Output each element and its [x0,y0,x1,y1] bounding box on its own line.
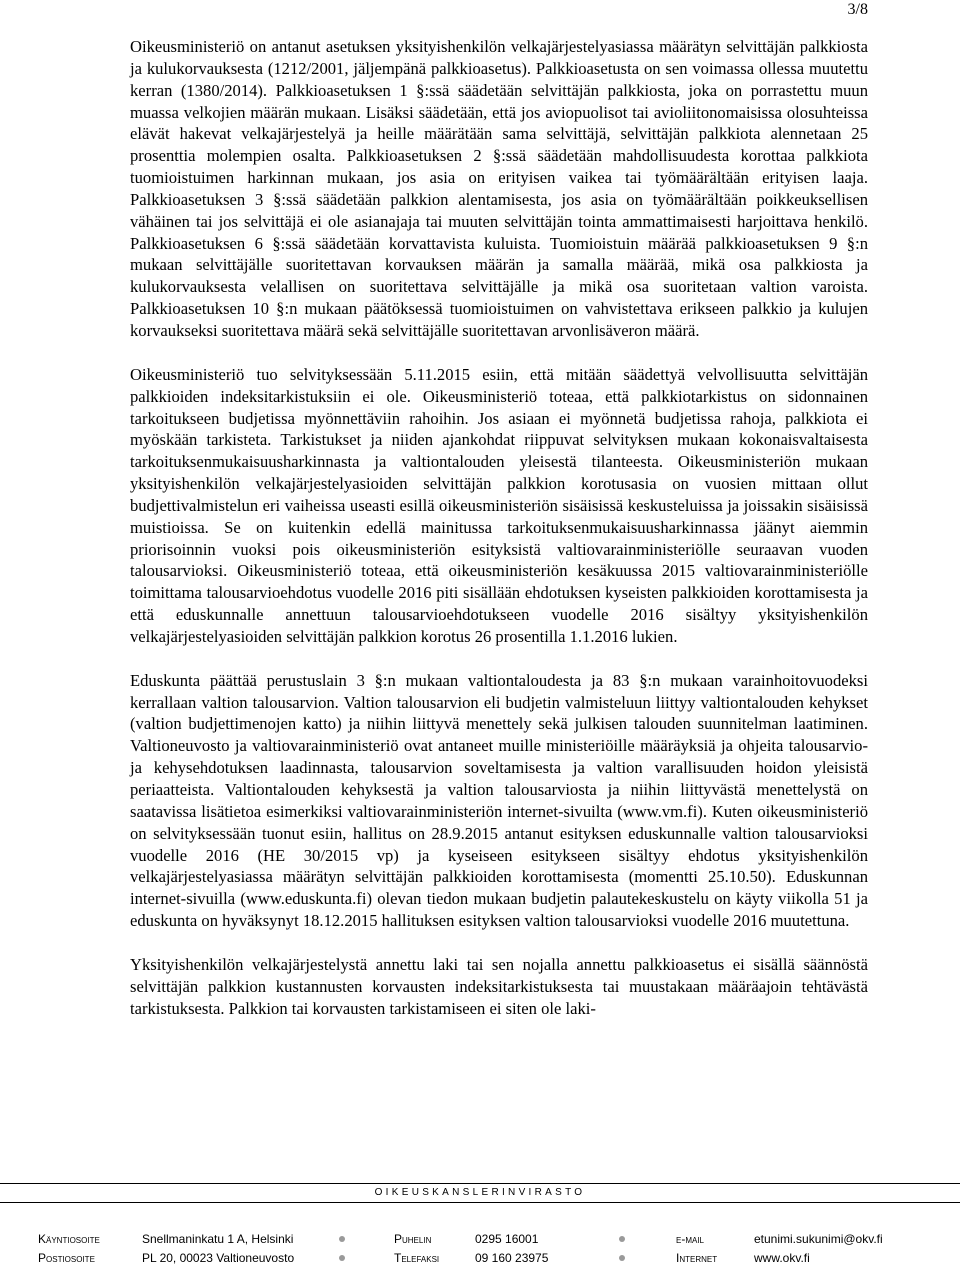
paragraph-2: Oikeusministeriö tuo selvityksessään 5.11.2015 esiin, että mitään säädettyä velvollisuutta selvittäjän palkkioiden indeksitarkistuksiin ei ole. Oikeusministeriö toteaa, että palkkiotarkistus on sidonnainen tarkoitukseen budjetissa myönnettäviin rahoihin. Jos asiaan ei myönnetä budjetissa rahoja, palkkiota ei myöskään tarkisteta. Tarkistukset ja niiden ajankohdat riippuvat selvityksen mukaan kokonaisvaltaisesta tarkoituksenmukaisuusharkinnasta ja valtiontalouden yleisestä tilanteesta. Oikeusministeriön mukaan yksityishenkilön velkajärjestelyasioiden selvittäjän palkkion korotusasia on vuosien mittaan ollut budjettivalmistelun eri vaiheissa useasti esillä oikeusministeriön sisäisissä keskusteluissa ja joissakin sisäisissä muistioissa. Se on kuitenkin edellä mainitussa tarkoituksenmukaisuusharkinnassa jäänyt aiemmin priorisoinnin vuoksi pois oikeusministeriön esityksistä valtiovarainministeriölle seuraavan vuoden talousarvioksi. Oikeusministeriö toteaa, että oikeusministeriön kesäkuussa 2015 valtiovarainministeriölle toimittama talousarvioehdotus vuodelle 2016 piti sisällään ehdotuksen kyseisten palkkioiden korottamisesta ja että eduskunnalle annettuun talousarvioehdotukseen vuodelle 2016 sisältyy yksityishenkilön velkajärjestelyasioiden selvittäjän palkkion korotus 26 prosentilla 1.1.2016 lukien. [130,364,868,646]
footer-bottom-rule [0,1202,960,1203]
paragraph-3: Eduskunta päättää perustuslain 3 §:n mukaan valtiontaloudesta ja 83 §:n mukaan varainhoitovuodeksi kerrallaan valtion talousarvion. Valtion talousarvion eli budjetin valmisteluun liittyy valtiontalouden kehykset (valtion budjettimenojen katto) ja niihin liittyvä menettely sekä julkisen talouden suunnitelman laatiminen. Valtioneuvosto ja valtiovarainministeriö ovat antaneet muille ministeriöille määräyksiä ja ohjeita talousarvio- ja kehysehdotuksen laadinnasta, talousarvion soveltamisesta ja valtion varallisuuden hoidon yleisistä periaatteista. Valtiontalouden kehyksestä ja valtion talousarviosta ja niihin liittyvästä menettelystä on saatavissa lisätietoa esimerkiksi valtiovarainministeriön internet-sivuilta (www.vm.fi). Kuten oikeusministeriö on selvityksessään tuonut esiin, hallitus on 28.9.2015 antanut esityksen eduskunnalle valtion talousarvioksi vuodelle 2016 (HE 30/2015 vp) ja kyseiseen esitykseen sisältyy ehdotus yksityishenkilön velkajärjestelyasiassa määrätyn selvittäjän palkkioiden korottamisesta (momentti 25.10.50). Eduskunnan internet-sivuilla (www.eduskunta.fi) olevan tiedon mukaan budjetin palautekeskustelu on käyty viikolla 51 ja eduskunta on hyväksynyt 18.12.2015 hallituksen esityksen valtion talousarvioksi vuodelle 2016 muutettuna. [130,670,868,931]
fax-value: 09 160 23975 [475,1251,549,1265]
footer-row-2 [0,1249,960,1267]
page-number: 3/8 [847,1,868,18]
phone-value: 0295 16001 [475,1232,539,1246]
email-label: e-mail [676,1232,705,1246]
footer-row-1 [0,1230,960,1248]
paragraph-1: Oikeusministeriö on antanut asetuksen yksityishenkilön velkajärjestelyasiassa määrätyn selvittäjän palkkiosta ja kulukorvauksesta (1212/2001, jäljempänä palkkioasetus). Palkkioasetusta on sen voimassa ollessa muutettu kerran (1380/2014). Palkkioasetuksen 1 §:ssä säädetään selvittäjän palkkiosta, joka on porrastettu muun muassa velkojien määrän mukaan. Lisäksi säädetään, että jos aviopuolisot tai avioliitonomaisissa olosuhteissa elävät hakevat velkajärjestelyä ja heille määrätään sama selvittäjä, selvittäjän palkkiota alennetaan 25 prosenttia molempien osalta. Palkkioasetuksen 2 §:ssä säädetään mahdollisuudesta korottaa palkkiota tuomioistuimen harkinnan mukaan, jos asia on erityisen vaikea tai työmäärältään erityisen laaja. Palkkioasetuksen 3 §:ssä säädetään palkkion alentamisesta, jos asia on työmäärältään poikkeuksellisen vähäinen tai jos selvittäjä ei ole asianajaja tai muuten selvittäjän tointa ammattimaisesti harjoittava henkilö. Palkkioasetuksen 6 §:ssä säädetään korvattavista kuluista. Tuomioistuin määrää palkkioasetuksen 9 §:n mukaan selvittäjälle suoritettavan korvauksen määrän ja samalla määrää, mikä osa palkkiosta ja kulukorvauksesta velallisen on suoritettava selvittäjälle ja mikä osa suoritetaan valtion varoista. Palkkioasetuksen 10 §:n mukaan päätöksessä tuomioistuimen on vahvistettava erikseen palkkio ja kulujen korvaukseksi suoritettava määrä sekä selvittäjälle suoritettavan arvonlisäveron määrä. [130,37,868,340]
separator-dot-icon [339,1255,345,1261]
separator-dot-icon [619,1255,625,1261]
internet-value[interactable]: www.okv.fi [754,1251,810,1265]
footer-office-name: OIKEUSKANSLERINVIRASTO [374,1187,586,1198]
fax-label: Telefaksi [394,1251,440,1265]
post-address-value: PL 20, 00023 Valtioneuvosto [142,1251,295,1265]
phone-label: Puhelin [394,1232,432,1246]
document-body [130,36,868,1041]
separator-dot-icon [339,1236,345,1242]
internet-label: Internet [676,1251,718,1265]
separator-dot-icon [619,1236,625,1242]
visit-address-label: Käyntiosoite [38,1232,100,1246]
visit-address-value: Snellmaninkatu 1 A, Helsinki [142,1232,294,1246]
post-address-label: Postiosoite [38,1251,95,1265]
paragraph-4: Yksityishenkilön velkajärjestelystä annettu laki tai sen nojalla annettu palkkioasetus ei sisällä säännöstä selvittäjän palkkion kustannusten korvausten indeksitarkistuksesta tai muustakaan määräajoin tehtävästä tarkistuksesta. Palkkion tai korvausten tarkistamiseen ei siten ole laki- [130,954,868,1018]
email-value[interactable]: etunimi.sukunimi@okv.fi [754,1232,883,1246]
